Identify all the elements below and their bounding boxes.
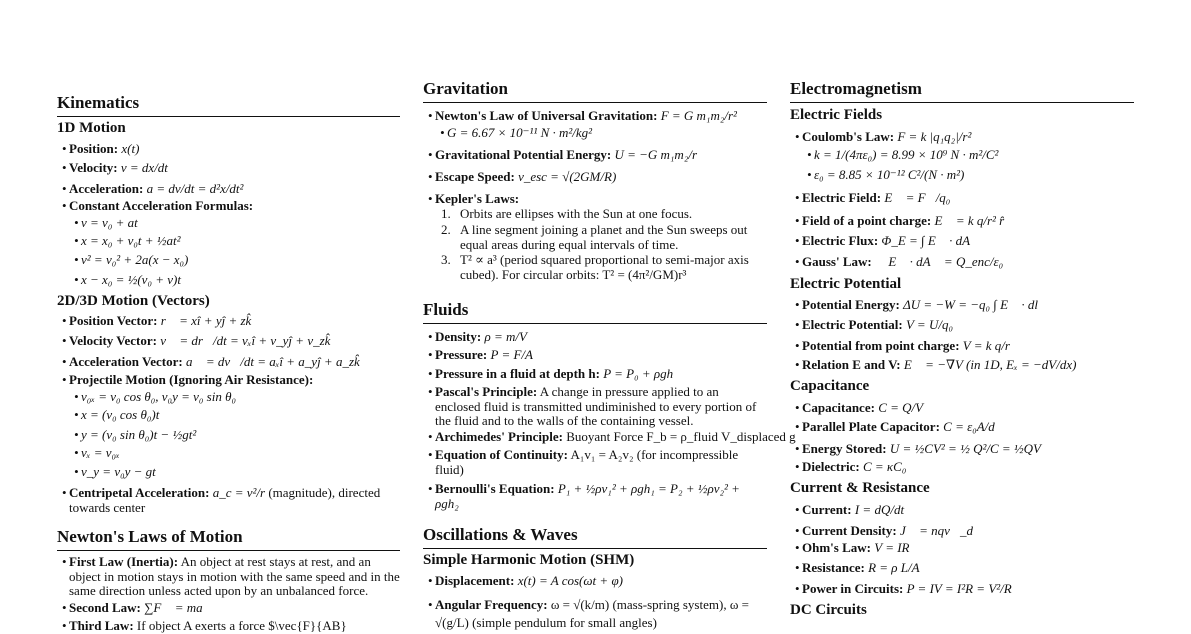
item-gauss-law: • Gauss' Law: ∮ E⃗ · dA⃗ = Q_enc/ε₀ <box>802 255 1003 270</box>
item-velocity-vector: • Velocity Vector: v⃗ = dr⃗/dt = vₓî + v_yĵ + v_zk̂ <box>69 334 330 349</box>
item-electric-flux: • Electric Flux: Φ_E = ∫ E⃗ · dA⃗ <box>802 234 980 249</box>
column-electromagnetism <box>790 0 1134 626</box>
item-density: • Density: ρ = m/V <box>435 330 527 345</box>
subsection-shm: Simple Harmonic Motion (SHM) <box>423 552 635 568</box>
item-acceleration: • Acceleration: a = dv/dt = d²x/dt² <box>69 182 243 197</box>
subsection-2d-motion: 2D/3D Motion (Vectors) <box>57 293 210 309</box>
item-coulomb: • Coulomb's Law: F = k |q₁q₂|/r² <box>802 130 971 145</box>
item-point-charge-potential: • Potential from point charge: V = k q/r <box>802 339 1010 354</box>
formula-pm4: • vₓ = v₀ₓ <box>81 446 120 461</box>
item-keplers-laws: • Kepler's Laws: <box>435 192 519 207</box>
formula-pm2: • x = (v₀ cos θ₀)t <box>81 408 159 423</box>
item-resistance: • Resistance: R = ρ L/A <box>802 561 920 576</box>
formula-G: • G = 6.67 × 10⁻¹¹ N · m²/kg² <box>447 126 592 141</box>
item-third-law: • Third Law: If object A exerts a force $\vec{F}{AB} <box>69 619 347 634</box>
item-const-accel: • Constant Acceleration Formulas: <box>69 199 253 214</box>
item-point-charge-field: • Field of a point charge: E⃗ = k q/r² r̂ <box>802 214 1004 229</box>
formula-caf4: • x − x₀ = ½(v₀ + v)t <box>81 273 181 288</box>
subsection-1d-motion: 1D Motion <box>57 120 126 136</box>
item-velocity: • Velocity: v = dx/dt <box>69 161 168 176</box>
formula-pm3: • y = (v₀ sin θ₀)t − ½gt² <box>81 428 196 443</box>
kepler-law-1: 1. Orbits are ellipses with the Sun at one focus. <box>441 206 693 221</box>
formula-pm5: • v_y = v₀y − gt <box>81 465 156 480</box>
formula-caf2: • x = x₀ + v₀t + ½at² <box>81 234 181 249</box>
item-centripetal: • Centripetal Acceleration: a_c = v²/r (magnitude), directed <box>69 486 380 501</box>
subsection-capacitance: Capacitance <box>790 378 870 394</box>
item-potential-energy: • Potential Energy: ΔU = −W = −q₀ ∫ E⃗ · dl⃗ <box>802 298 1048 313</box>
item-dielectric: • Dielectric: C = κC₀ <box>802 460 906 475</box>
item-grav-potential: • Gravitational Potential Energy: U = −G m₁m₂/r <box>435 148 697 163</box>
item-pascal: • Pascal's Principle: A change in pressure applied to an enclosed fluid is transmitted undiminished to every portion of the fluid and to the walls of the containing vessel. <box>435 385 759 429</box>
section-title-oscillations: Oscillations & Waves <box>423 525 767 549</box>
section-title-kinematics: Kinematics <box>57 93 400 117</box>
formula-epsilon0: • ε₀ = 8.85 × 10⁻¹² C²/(N · m²) <box>814 168 964 183</box>
item-parallel-plate: • Parallel Plate Capacitor: C = ε₀A/d <box>802 420 995 435</box>
item-electric-potential: • Electric Potential: V = U/q₀ <box>802 318 953 333</box>
item-angular-frequency-cont: √(g/L) (simple pendulum for small angles) <box>435 615 657 630</box>
item-current: • Current: I = dQ/dt <box>802 503 904 518</box>
section-title-fluids: Fluids <box>423 300 767 324</box>
item-projectile: • Projectile Motion (Ignoring Air Resistance): <box>69 373 313 388</box>
item-position: • Position: x(t) <box>69 142 139 157</box>
item-bernoulli: • Bernoulli's Equation: P₁ + ½ρv₁² + ρgh₁ = P₂ + ½ρv₂² + ρgh₂ <box>435 482 759 511</box>
section-title-newtons-laws: Newton's Laws of Motion <box>57 527 400 551</box>
item-displacement: • Displacement: x(t) = A cos(ωt + φ) <box>435 574 623 589</box>
item-position-vector: • Position Vector: r⃗ = xî + yĵ + zk̂ <box>69 314 251 329</box>
item-pressure: • Pressure: P = F/A <box>435 348 533 363</box>
column-kinematics <box>57 0 400 633</box>
subsection-electric-fields: Electric Fields <box>790 107 883 123</box>
item-second-law: • Second Law: ∑F⃗ = ma⃗ <box>69 601 213 616</box>
item-continuity: • Equation of Continuity: A₁v₁ = A₂v₂ (for incompressible fluid) <box>435 448 759 477</box>
formula-caf3: • v² = v₀² + 2a(x − x₀) <box>81 253 188 268</box>
item-escape-speed: • Escape Speed: v_esc = √(2GM/R) <box>435 170 616 185</box>
kepler-law-2: 2. A line segment joining a planet and the Sun sweeps out equal areas during equal intervals of time. <box>441 222 748 252</box>
item-angular-frequency: • Angular Frequency: ω = √(k/m) (mass-spring system), ω = <box>435 598 749 613</box>
item-relation-e-v: • Relation E and V: E⃗ = −∇V (in 1D, Eₓ = −dV/dx) <box>802 358 1076 373</box>
item-current-density: • Current Density: J⃗ = nqv⃗_d <box>802 524 973 539</box>
item-accel-vector: • Acceleration Vector: a⃗ = dv⃗/dt = aₓî + a_yĵ + a_zk̂ <box>69 355 360 370</box>
column-gravitation-fluids <box>423 0 796 630</box>
item-power-circuits: • Power in Circuits: P = IV = I²R = V²/R <box>802 582 1012 597</box>
item-archimedes: • Archimedes' Principle: Buoyant Force F_b = ρ_fluid V_displaced g <box>435 430 796 445</box>
item-first-law: • First Law (Inertia): An object at rest stays at rest, and an object in motion stays in motion with the same speed and in the same direction unless acted upon by an unbalanced force. <box>69 555 400 599</box>
formula-k: • k = 1/(4πε₀) = 8.99 × 10⁹ N · m²/C² <box>814 148 998 163</box>
item-capacitance: • Capacitance: C = Q/V <box>802 401 923 416</box>
item-pressure-depth: • Pressure in a fluid at depth h: P = P₀ + ρgh <box>435 367 673 382</box>
formula-pm1: • v₀ₓ = v₀ cos θ₀, v₀y = v₀ sin θ₀ <box>81 390 236 405</box>
item-electric-field: • Electric Field: E⃗ = F⃗/q₀ <box>802 191 950 206</box>
section-title-electromagnetism: Electromagnetism <box>790 79 1134 103</box>
item-ohms-law: • Ohm's Law: V = IR <box>802 541 909 556</box>
subsection-electric-potential: Electric Potential <box>790 276 902 292</box>
formula-caf1: • v = v₀ + at <box>81 216 138 231</box>
item-centripetal-cont: towards center <box>69 500 146 515</box>
kepler-law-3: 3. T² ∝ a³ (period squared proportional to semi-major axis cubed). For circular orbits: T² = (4π²/GM)r³ <box>441 252 749 282</box>
subsection-current-resistance: Current & Resistance <box>790 480 930 496</box>
item-universal-gravitation: • Newton's Law of Universal Gravitation: F = G m₁m₂/r² <box>435 109 737 124</box>
item-energy-stored: • Energy Stored: U = ½CV² = ½ Q²/C = ½QV <box>802 442 1041 457</box>
subsection-dc-circuits: DC Circuits <box>790 602 867 618</box>
section-title-gravitation: Gravitation <box>423 79 767 103</box>
